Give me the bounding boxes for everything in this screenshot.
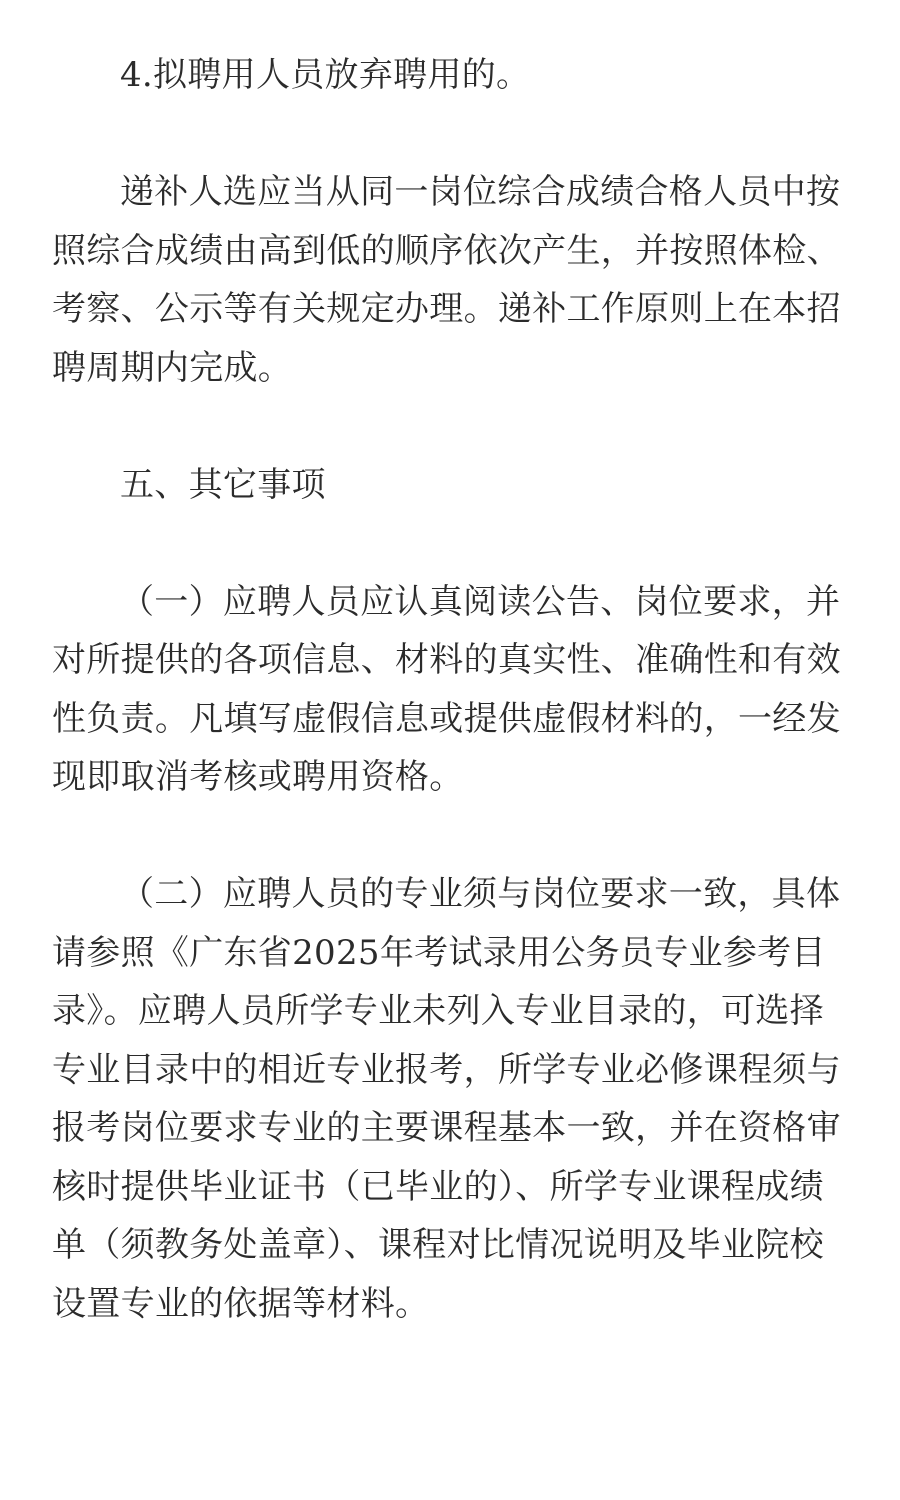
document-body xyxy=(52,46,852,1333)
paragraph-applicant-responsibility: （一）应聘人员应认真阅读公告、岗位要求，并对所提供的各项信息、材料的真实性、准确性和有效性负责。凡填写虚假信息或提供虚假材料的，一经发现即取消考核或聘用资格。 xyxy=(52,581,841,797)
paragraph-replacement-rules: 递补人选应当从同一岗位综合成绩合格人员中按照综合成绩由高到低的顺序依次产生，并按照体检、考察、公示等有关规定办理。递补工作原则上在本招聘周期内完成。 xyxy=(52,172,841,388)
paragraph-item-4-abandon: 4.拟聘用人员放弃聘用的。 xyxy=(120,55,531,95)
paragraph-major-requirements: （二）应聘人员的专业须与岗位要求一致，具体请参照《广东省2025年考试录用公务员专业参考目录》。应聘人员所学专业未列入专业目录的，可选择专业目录中的相近专业报考，所学专业必修课程须与报考岗位要求专业的主要课程基本一致，并在资格审核时提供毕业证书（已毕业的）、所学专业课程成绩单（须教务处盖章）、课程对比情况说明及毕业院校设置专业的依据等材料。 xyxy=(52,874,841,1324)
section-heading-other-matters: 五、其它事项 xyxy=(120,464,326,505)
